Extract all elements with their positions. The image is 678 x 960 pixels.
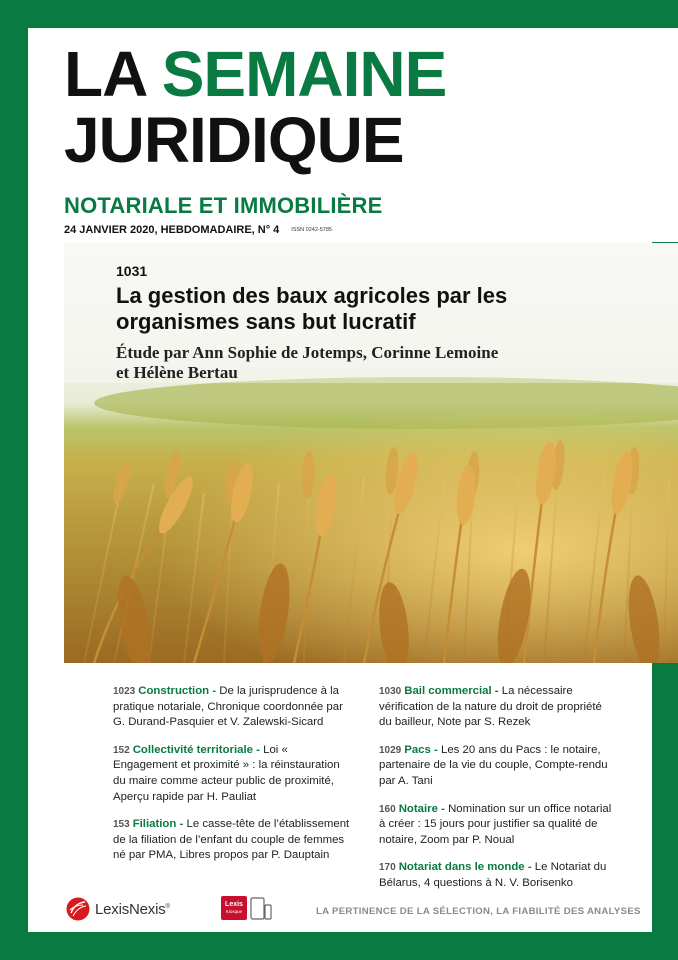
publisher-name: LexisNexis® — [95, 900, 170, 918]
lexis-kiosque-badge[interactable] — [221, 896, 247, 920]
article-summary: Loi « Engagement et proximité » : la réinstauration du maire comme acteur public de proximité, Aperçu rapide par H. Pauliat — [113, 743, 340, 803]
article-number: 1023 — [113, 686, 136, 697]
article-number: 1030 — [379, 686, 402, 697]
kiosque-line1: Lexis — [225, 901, 243, 908]
cover-story-authors-line1: Étude par Ann Sophie de Jotemps, Corinne Lemoine — [116, 343, 499, 362]
article-number: 153 — [113, 819, 130, 831]
article-rubric: Notaire — [398, 802, 438, 815]
article-rubric: Notariat dans le monde — [398, 861, 525, 874]
article-rubric: Filiation — [132, 818, 177, 831]
article-summary: Le casse-tête de l’établissement de la filiation de l’enfant du couple de femmes né par PMA, Libres propos par P. Dauptain — [113, 818, 350, 862]
tablet-phone-icon — [250, 897, 272, 921]
frame-top — [0, 0, 678, 28]
dateline — [64, 224, 332, 236]
frame-bottom — [0, 932, 678, 960]
masthead-title-line2: JURIDIQUE — [64, 104, 404, 176]
tagline: LA PERTINENCE DE LA SÉLECTION, LA FIABILITÉ DES ANALYSES — [316, 906, 641, 917]
contents-item[interactable]: 160 Notaire - Nomination sur un office notarial à créer : 15 jours pour justifier sa qualité de notaire, Zoom par P. Noual — [379, 802, 612, 846]
frame-left — [0, 0, 28, 960]
article-number: 160 — [379, 803, 396, 815]
cover-story-number: 1031 — [116, 263, 148, 279]
masthead-title-line1 — [64, 38, 624, 110]
masthead-subtitle: NOTARIALE ET IMMOBILIÈRE — [64, 193, 383, 218]
article-summary: La nécessaire vérification de la nature du droit de propriété du bailleur, Note par S. Rezek — [379, 685, 602, 729]
masthead — [64, 38, 624, 176]
contents-item[interactable]: 1023 Construction - De la jurisprudence à la pratique notariale, Chronique coordonnée par G. Durand-Pasquier et V. Zalewski-Sicard — [113, 685, 343, 729]
cover-story-authors — [116, 343, 636, 383]
article-summary: Nomination sur un office notarial à créer : 15 jours pour justifier sa qualité de notaire, Zoom par P. Noual — [379, 802, 612, 846]
article-rubric: Bail commercial — [404, 685, 492, 697]
contents-item[interactable]: 1030 Bail commercial - La nécessaire vérification de la nature du droit de propriété du bailleur, Note par S. Rezek — [379, 685, 602, 729]
contents-left-column — [113, 684, 351, 876]
cover-story-title[interactable]: La gestion des baux agricoles par les organismes sans but lucratif — [116, 283, 508, 334]
article-rubric: Collectivité territoriale — [132, 743, 253, 756]
contents-item[interactable]: 152 Collectivité territoriale - Loi « Engagement et proximité » : la réinstauration du maire comme acteur public de proximité, Aperçu rapide par H. Pauliat — [113, 743, 340, 803]
article-number: 170 — [379, 862, 396, 874]
contents-item[interactable]: 153 Filiation - Le casse-tête de l’établissement de la filiation de l’enfant du couple de femmes né par PMA, Libres propos par P. Dauptain — [113, 818, 350, 862]
lexisnexis-logo-icon — [66, 897, 90, 921]
issn: ISSN 0242-5785 — [291, 227, 332, 234]
issue-date: 24 JANVIER 2020, HEBDOMADAIRE, N° 4 — [64, 224, 280, 236]
article-rubric: Pacs — [404, 743, 431, 756]
cover-story-authors-line2: et Hélène Bertau — [116, 363, 238, 382]
publisher-logo[interactable] — [66, 896, 170, 922]
article-summary: Le Notariat du Bélarus, 4 questions à N. V. Borisenko — [379, 861, 607, 889]
cover-image — [64, 243, 678, 663]
article-number: 1029 — [379, 744, 402, 756]
article-number: 152 — [113, 744, 130, 756]
article-summary: De la jurisprudence à la pratique notariale, Chronique coordonnée par G. Durand-Pasquier et V. Zalewski-Sicard — [113, 685, 343, 729]
frame-right-notch — [652, 28, 678, 242]
contents-item[interactable]: 1029 Pacs - Les 20 ans du Pacs : le notaire, partenaire de la vie du couple, Compte-rendu par A. Tani — [379, 743, 608, 787]
contents-item[interactable]: 170 Notariat dans le monde - Le Notariat du Bélarus, 4 questions à N. V. Borisenko — [379, 861, 607, 889]
masthead-title-part1: LA — [64, 38, 162, 110]
kiosque-line2: Kiosque — [225, 909, 243, 914]
article-rubric: Construction — [138, 685, 210, 697]
masthead-title-part2: SEMAINE — [161, 38, 447, 110]
article-summary: Les 20 ans du Pacs : le notaire, partenaire de la vie du couple, Compte-rendu par A. Tani — [379, 743, 608, 787]
cover-story — [116, 263, 636, 383]
contents-right-column — [379, 684, 617, 904]
